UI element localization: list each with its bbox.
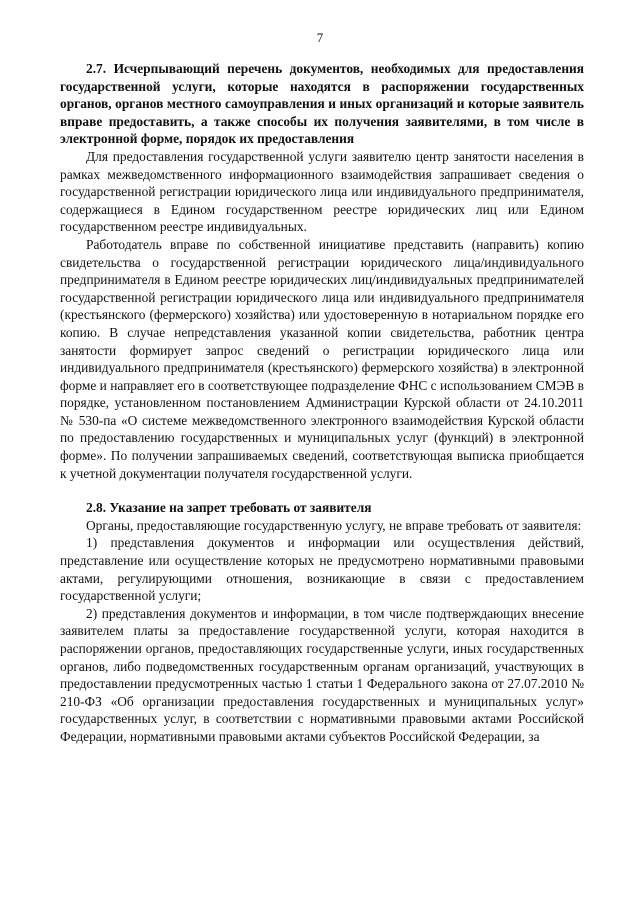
section-2-7-paragraph-1: Для предоставления государственной услуги заявителю центр занятости населения в рамках межведомственного информационного взаимодействия запрашивает сведения о государственной регистрации юридического лица или индивидуального предпринимателя, содержащиеся в Едином государственном реестре юридических лиц или Едином государственном реестре индивидуальных. [60, 148, 584, 235]
section-2-8-paragraph-3: 2) представления документов и информации, в том числе подтверждающих внесение заявителем платы за предоставление государственной услуги, которая находится в распоряжении органов, предоставляющих государственные услуги, иных государственных органов, либо подведомственных государственным органам организаций, участвующих в предоставлении предусмотренных частью 1 статьи 1 Федерального закона от 27.07.2010 № 210-ФЗ «Об организации предоставления государственных и муниципальных услуг» государственных услуг, в соответствии с нормативными правовыми актами Российской Федерации, нормативными правовыми актами субъектов Российской Федерации, за [60, 605, 584, 744]
section-2-8-heading: 2.8. Указание на запрет требовать от заявителя [86, 500, 372, 516]
page-number: 7 [316, 30, 324, 45]
document-body [60, 60, 584, 746]
section-gap [60, 482, 584, 499]
section-2-8-paragraph-1: Органы, предоставляющие государственную услугу, не вправе требовать от заявителя: [86, 517, 582, 533]
section-2-7-paragraph-2: Работодатель вправе по собственной инициативе представить (направить) копию свидетельства о государственной регистрации юридического лица/индивидуального предпринимателя в Едином реестре юридических лиц/индивидуальных предпринимателей государственной регистрации юридического лица или индивидуального предпринимателя (крестьянского (фермерского) хозяйства) или удостоверенную в нотариальном порядке его копию. В случае непредставления указанной копии свидетельства, работник центра занятости формирует запрос сведений о регистрации юридического лица или индивидуального предпринимателя (крестьянского) фермерского хозяйства) в электронной форме и направляет его в соответствующее подразделение ФНС с использованием СМЭВ в порядке, установленном постановлением Администрации Курской области от 24.10.2011 № 530-па «О системе межведомственного электронного взаимодействия Курской области по предоставлению государственных и муниципальных услуг (функций) в электронной форме». По получении запрашиваемых сведений, соответствующая выписка приобщается к учетной документации получателя государственной услуги. [60, 236, 584, 481]
section-2-8-paragraph-2: 1) представления документов и информации или осуществления действий, представление или осуществление которых не предусмотрено нормативными правовыми актами, регулирующими отношения, возникающие в связи с предоставлением государственной услуги; [60, 535, 584, 604]
section-2-7-heading: 2.7. Исчерпывающий перечень документов, необходимых для предоставления государственной услуги, которые находятся в распоряжении государственных органов, органов местного самоуправления и иных организаций и которые заявитель вправе предоставить, а также способы их получения заявителями, в том числе в электронной форме, порядок их предоставления [60, 61, 584, 147]
